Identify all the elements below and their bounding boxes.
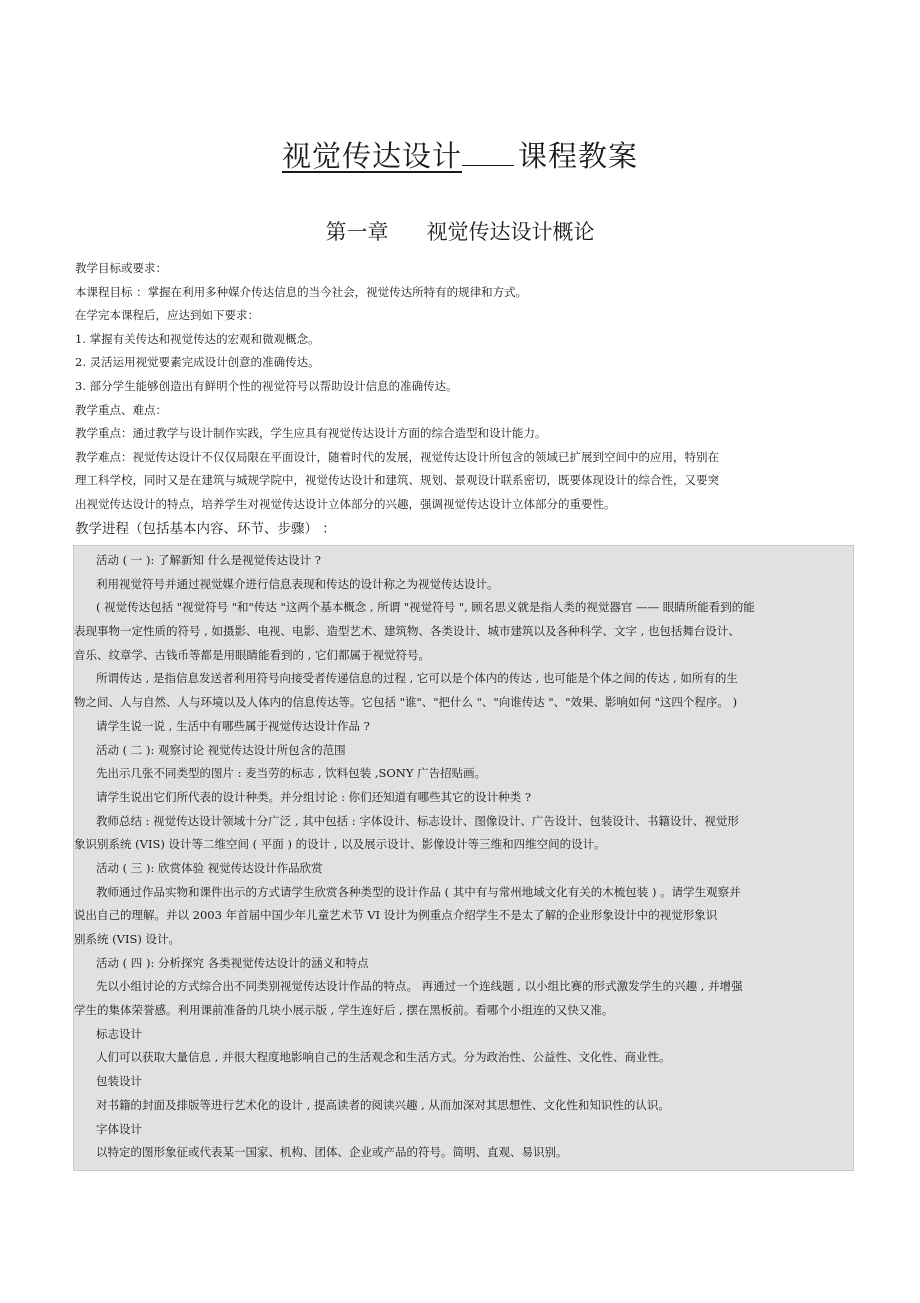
intro-line: 教学重点：通过教学与设计制作实践，学生应具有视觉传达设计方面的综合造型和设计能力。	[75, 426, 547, 441]
intro-line: 教学难点：视觉传达设计不仅仅局限在平面设计，随着时代的发展，视觉传达设计所包含的领域已扩展到空间中的应用，特别在	[75, 449, 719, 464]
activity-line: ( 视觉传达包括 "视觉符号 "和"传达 "这两个基本概念 , 所谓 "视觉符号 ", 顾名思义就是指人类的视觉器官 —— 眼睛所能看到的能	[96, 600, 755, 615]
activity-line: 教师总结 : 视觉传达设计领域十分广泛 , 其中包括 : 字体设计、标志设计、图像设计、广告设计、包装设计、书籍设计、视觉形	[96, 813, 739, 828]
activity-line: 人们可以获取大量信息 , 并很大程度地影响自己的生活观念和生活方式。分为政治性、公益性、文化性、商业性。	[96, 1050, 671, 1065]
intro-line: 教学重点、难点：	[75, 402, 167, 417]
activity-line: 字体设计	[96, 1121, 142, 1136]
document-title	[0, 136, 920, 176]
chapter-heading	[0, 217, 920, 247]
intro-line: 本课程目标 ：掌握在利用多种媒介传达信息的当今社会，视觉传达所特有的规律和方式。	[75, 284, 528, 299]
intro-line: 在学完本课程后，应达到如下要求：	[75, 308, 259, 323]
activity-line: 活动 ( 四 ): 分析探究 各类视觉传达设计的涵义和特点	[96, 955, 369, 970]
title-part-1: 视觉传达设计	[281, 139, 462, 173]
activity-line: 象识别系统 (VIS) 设计等二维空间 ( 平面 ) 的设计 , 以及展示设计、影像设计等三维和四维空间的设计。	[74, 837, 606, 852]
activity-line: 活动 ( 二 ): 观察讨论 视觉传达设计所包含的范围	[96, 742, 346, 757]
activity-line: 利用视觉符号并通过视觉媒介进行信息表现和传达的设计称之为视觉传达设计。	[96, 576, 499, 591]
activity-line: 请学生说出它们所代表的设计种类。并分组讨论 : 你们还知道有哪些其它的设计种类 ?	[96, 789, 532, 804]
activity-line: 表现事物一定性质的符号 , 如摄影、电视、电影、造型艺术、建筑物、各类设计、城市建筑以及各种科学、文字 , 也包括舞台设计、	[74, 624, 740, 639]
activity-lines	[74, 549, 855, 1165]
activity-line: 说出自己的理解。并以 2003 年首届中国少年儿童艺术节 VI 设计为例重点介绍学生不是太了解的企业形象设计中的视觉形象识	[74, 908, 718, 923]
process-heading: 教学进程（包括基本内容、环节、步骤） ：	[75, 520, 336, 537]
title-part-2: 课程教案	[518, 139, 639, 173]
activity-line: 所谓传达 , 是指信息发送者利用符号向接受者传递信息的过程 , 它可以是个体内的传达 , 也可能是个体之间的传达 , 如所有的生	[96, 671, 738, 686]
title-underline-blank	[462, 137, 514, 166]
activity-line: 音乐、纹章学、古钱币等都是用眼睛能看到的 , 它们都属于视觉符号。	[74, 647, 430, 662]
chapter-number: 第一章	[325, 220, 389, 244]
activity-line: 活动 ( 三 ): 欣赏体验 视觉传达设计作品欣赏	[96, 860, 323, 875]
teaching-process-box	[73, 545, 854, 1171]
activity-line: 以特定的图形象征或代表某一国家、机构、团体、企业或产品的符号。简明、直观、易识别。	[96, 1145, 568, 1160]
intro-line: 2. 灵活运用视觉要素完成设计创意的准确传达。	[75, 355, 320, 370]
activity-line: 教师通过作品实物和课件出示的方式请学生欣赏各种类型的设计作品 ( 其中有与常州地域文化有关的木梳包装 ) 。请学生观察并	[96, 884, 741, 899]
intro-line: 教学目标或要求：	[75, 261, 167, 275]
activity-line: 物之间、人与自然、人与环境以及人体内的信息传达等。它包括 "谁"、"把什么 "、"向谁传达 "、"效果、影响如何 "这四个程序。 )	[74, 695, 738, 710]
intro-line: 理工科学校，同时又是在建筑与城规学院中，视觉传达设计和建筑、规划、景观设计联系密切，既要体现设计的综合性，又要突	[75, 473, 719, 488]
activity-line: 活动 ( 一 ): 了解新知 什么是视觉传达设计 ?	[96, 553, 321, 567]
activity-line: 别系统 (VIS) 设计。	[74, 932, 181, 946]
intro-line: 3. 部分学生能够创造出有鲜明个性的视觉符号以帮助设计信息的准确传达。	[75, 378, 458, 393]
activity-line: 标志设计	[96, 1026, 142, 1041]
activity-line: 对书籍的封面及排版等进行艺术化的设计 , 提高读者的阅读兴趣 , 从而加深对其思想性、文化性和知识性的认识。	[96, 1097, 670, 1112]
activity-line: 先以小组讨论的方式综合出不同类别视觉传达设计作品的特点。 再通过一个连线题 , 以小组比赛的形式激发学生的兴趣 , 并增强	[96, 979, 743, 994]
intro-line: 出视觉传达设计的特点，培养学生对视觉传达设计立体部分的兴趣，强调视觉传达设计立体部分的重要性。	[75, 496, 616, 511]
activity-line: 学生的集体荣誉感。利用课前准备的几块小展示版 , 学生连好后 , 摆在黑板前。看哪个小组连的又快又准。	[74, 1003, 614, 1018]
activity-line: 先出示几张不同类型的图片 : 麦当劳的标志 , 饮料包装 ,SONY 广告招贴画。	[96, 766, 487, 781]
activity-line: 请学生说一说 , 生活中有哪些属于视觉传达设计作品 ?	[96, 718, 370, 733]
chapter-name: 视觉传达设计概论	[426, 220, 595, 244]
activity-line: 包装设计	[96, 1074, 142, 1089]
teaching-objectives-section	[75, 257, 865, 542]
intro-line: 1. 掌握有关传达和视觉传达的宏观和微观概念。	[75, 331, 320, 346]
